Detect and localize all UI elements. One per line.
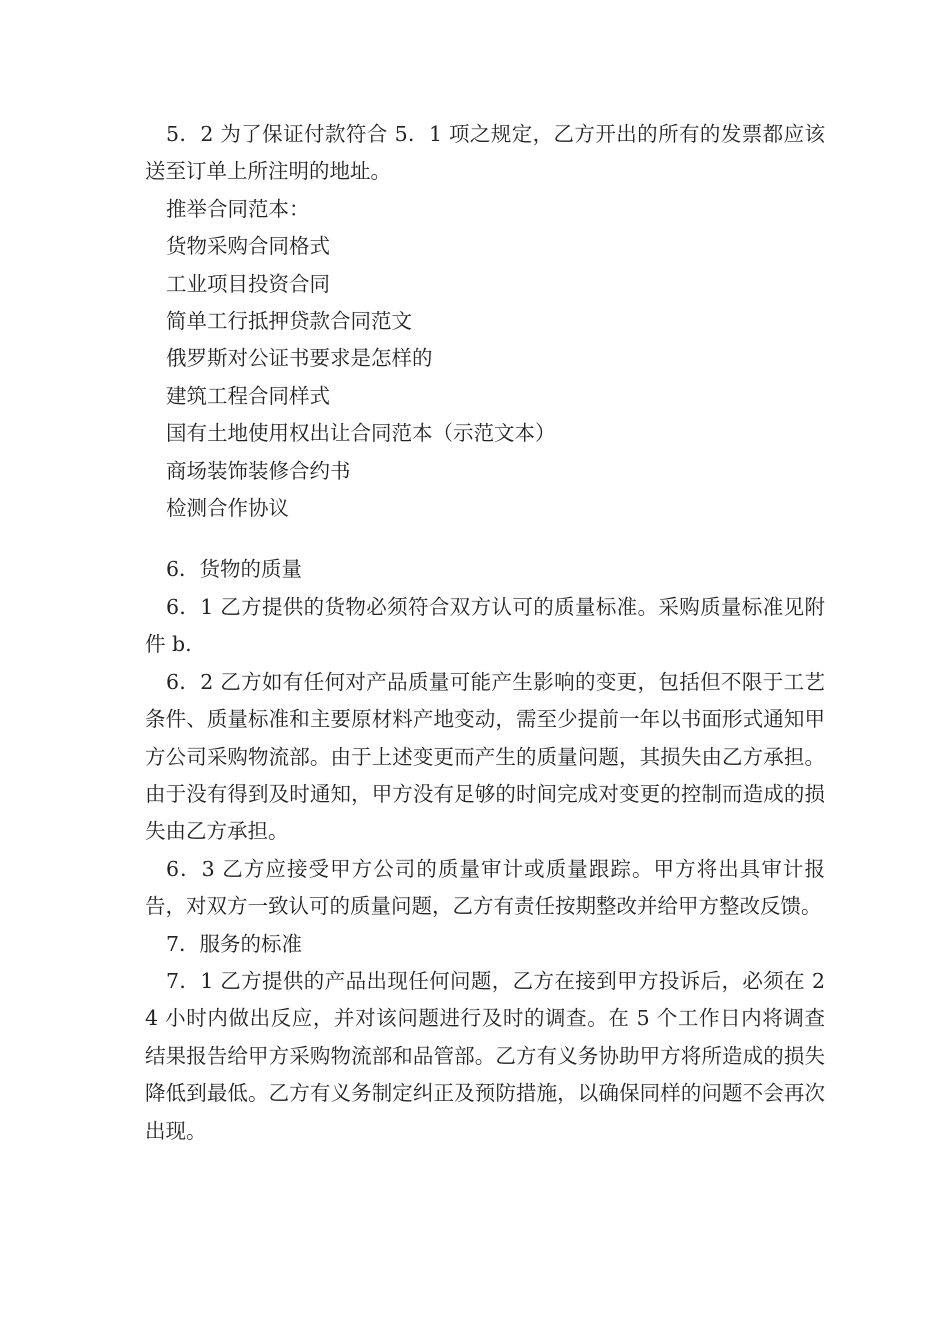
recommend-item-6[interactable]: 国有土地使用权出让合同范本（示范文本） [166,421,556,446]
section-6-title: 6．货物的质量 [166,557,303,582]
recommend-heading: 推举合同范本： [166,196,310,221]
clause-6-1: 6．1 乙方提供的货物必须符合双方认可的质量标准。采购质量标准见附件 b. [145,594,825,657]
recommend-item-8[interactable]: 检测合作协议 [166,496,289,521]
recommend-item-2[interactable]: 工业项目投资合同 [166,271,330,296]
recommend-item-3[interactable]: 简单工行抵押贷款合同范文 [166,309,412,334]
section-7-title: 7．服务的标准 [166,931,303,956]
clause-6-3: 6．3 乙方应接受甲方公司的质量审计或质量跟踪。甲方将出具审计报告，对双方一致认可的质量问题，乙方有责任按期整改并给甲方整改反馈。 [145,856,825,919]
clause-7-1: 7．1 乙方提供的产品出现任何问题，乙方在接到甲方投诉后，必须在 24 小时内做出反应，并对该问题进行及时的调查。在 5 个工作日内将调查结果报告给甲方采购物流部和品管部。乙方有义务协助甲方将所造成的损失降低到最低。乙方有义务制定纠正及预防措施，以确保同样的问题不会再次出现。 [145,968,825,1143]
clause-5-2: 5．2 为了保证付款符合 5．1 项之规定，乙方开出的所有的发票都应该送至订单上所注明的地址。 [145,122,825,184]
clause-6-2: 6．2 乙方如有任何对产品质量可能产生影响的变更，包括但不限于工艺条件、质量标准和主要原材料产地变动，需至少提前一年以书面形式通知甲方公司采购物流部。由于上述变更而产生的质量问题，其损失由乙方承担。由于没有得到及时通知，甲方没有足够的时间完成对变更的控制而造成的损失由乙方承担。 [145,669,825,844]
document-body [145,116,825,1150]
recommend-item-5[interactable]: 建筑工程合同样式 [166,383,330,408]
recommend-item-1[interactable]: 货物采购合同格式 [166,234,330,259]
recommend-item-4[interactable]: 俄罗斯对公证书要求是怎样的 [166,346,433,371]
blank-line [145,527,825,551]
recommend-item-7[interactable]: 商场装饰装修合约书 [166,458,351,483]
